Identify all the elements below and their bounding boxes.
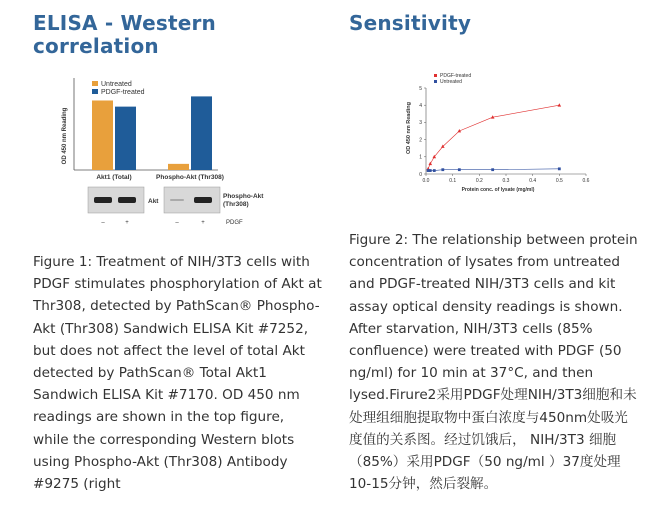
fig2-line-pdgf-treated xyxy=(428,105,559,169)
fig2-y-tick-label: 2 xyxy=(419,137,422,144)
fig2-point-untreated xyxy=(441,168,444,171)
fig1-blot-phospho-band-2 xyxy=(194,197,212,203)
fig2-legend-untreated: Untreated xyxy=(440,79,462,85)
fig2-plot xyxy=(419,86,589,184)
sensitivity-heading: Sensitivity xyxy=(349,11,472,35)
fig1-lane-mark-1: – xyxy=(101,220,105,226)
fig1-y-label: OD 450 nm Reading xyxy=(62,107,68,165)
fig1-blot-akt-label: Akt xyxy=(148,198,159,205)
fig1-blot-akt-band-2 xyxy=(118,197,136,203)
fig1-bar-pdgf-treated-2 xyxy=(191,96,212,170)
fig1-bar-untreated-2 xyxy=(168,164,189,170)
figure-2 xyxy=(404,70,594,200)
fig1-legend-untreated-swatch xyxy=(92,81,98,86)
fig1-bar-pdgf-treated-1 xyxy=(115,107,136,170)
fig1-bars xyxy=(92,96,212,170)
fig2-point-untreated xyxy=(491,168,494,171)
figure-2-caption: Figure 2: The relationship between protein concentration of lysates from untreated and PDGF-treated NIH/3T3 cells and kit assay optical density readings is shown. After starvation, NIH/3T3 cells (85% confluence) were treated with PDGF (50 ng/ml) for 10 min at 37°C, and then lysed.Firure2采用PDGF处理NIH/3T3细胞和未处理组细胞提取物中蛋白浓度与450nm处吸光度值的关系图。经过饥饿后， NIH/3T3 细胞（85%）采用PDGF（50 ng/ml ）37度处理10-15分钟，然后裂解。 xyxy=(349,232,638,493)
fig2-x-tick-label: 0.2 xyxy=(475,178,483,184)
fig1-legend-pdgf: PDGF-treated xyxy=(101,89,145,96)
fig2-point-untreated xyxy=(458,168,461,171)
fig2-y-label: OD 450 nm Reading xyxy=(406,102,412,154)
fig1-bar-untreated-1 xyxy=(92,100,113,170)
figure-1 xyxy=(58,76,264,238)
fig1-treatment-label: PDGF xyxy=(226,220,243,226)
fig1-lane-mark-4: + xyxy=(201,220,205,226)
fig2-y-tick-label: 1 xyxy=(419,154,422,161)
fig1-blot-akt-band-1 xyxy=(94,197,112,203)
fig2-x-tick-label: 0.3 xyxy=(502,178,510,184)
fig1-category-phospho: Phospho-Akt (Thr308) xyxy=(156,174,224,181)
fig1-category-akt1: Akt1 (Total) xyxy=(96,174,132,181)
fig2-point-pdgf xyxy=(558,103,562,106)
fig2-y-tick-label: 5 xyxy=(419,85,422,92)
fig1-blot-phospho-band-1 xyxy=(170,199,184,201)
fig2-legend-pdgf-marker xyxy=(434,74,437,77)
fig2-point-pdgf xyxy=(428,162,432,165)
fig2-x-tick-label: 0.6 xyxy=(582,178,590,184)
fig2-x-tick-label: 0.4 xyxy=(529,178,537,184)
fig2-x-tick-label: 0.5 xyxy=(555,178,563,184)
fig2-y-tick-label: 4 xyxy=(419,103,422,109)
fig2-x-tick-label: 0.1 xyxy=(449,178,457,184)
fig1-lane-mark-3: – xyxy=(175,220,179,226)
fig2-legend-pdgf: PDGF-treated xyxy=(440,73,472,79)
fig2-x-tick-label: 0.0 xyxy=(422,178,430,184)
fig2-point-untreated xyxy=(558,167,561,170)
fig1-lane-mark-2: + xyxy=(125,220,129,226)
elisa-western-heading: ELISA - Western correlation xyxy=(33,11,216,58)
fig1-blot-phospho-label: Phospho-Akt xyxy=(223,193,264,200)
fig2-y-tick-label: 0 xyxy=(419,171,422,178)
figure-1-caption: Figure 1: Treatment of NIH/3T3 cells with PDGF stimulates phosphorylation of Akt at Thr308, detected by PathScan® Phospho-Akt (Thr308) Sandwich ELISA Kit #7252, but does not affect the level of total Akt detected by PathScan® Total Akt1 Sandwich ELISA Kit #7170. OD 450 nm readings are shown in the top figure, while the corresponding Western blots using Phospho-Akt (Thr308) Antibody #9275 (right xyxy=(33,254,322,493)
fig2-legend-untreated-marker xyxy=(434,80,437,83)
fig2-x-label: Protein conc. of lysate (mg/ml) xyxy=(461,187,535,193)
fig2-y-tick-label: 3 xyxy=(419,120,422,127)
fig2-point-untreated xyxy=(433,169,436,172)
fig2-point-untreated xyxy=(429,169,432,172)
fig1-blot-phospho-label-2: (Thr308) xyxy=(223,201,249,208)
fig1-legend-untreated: Untreated xyxy=(101,81,132,88)
fig1-legend-pdgf-swatch xyxy=(92,89,98,94)
